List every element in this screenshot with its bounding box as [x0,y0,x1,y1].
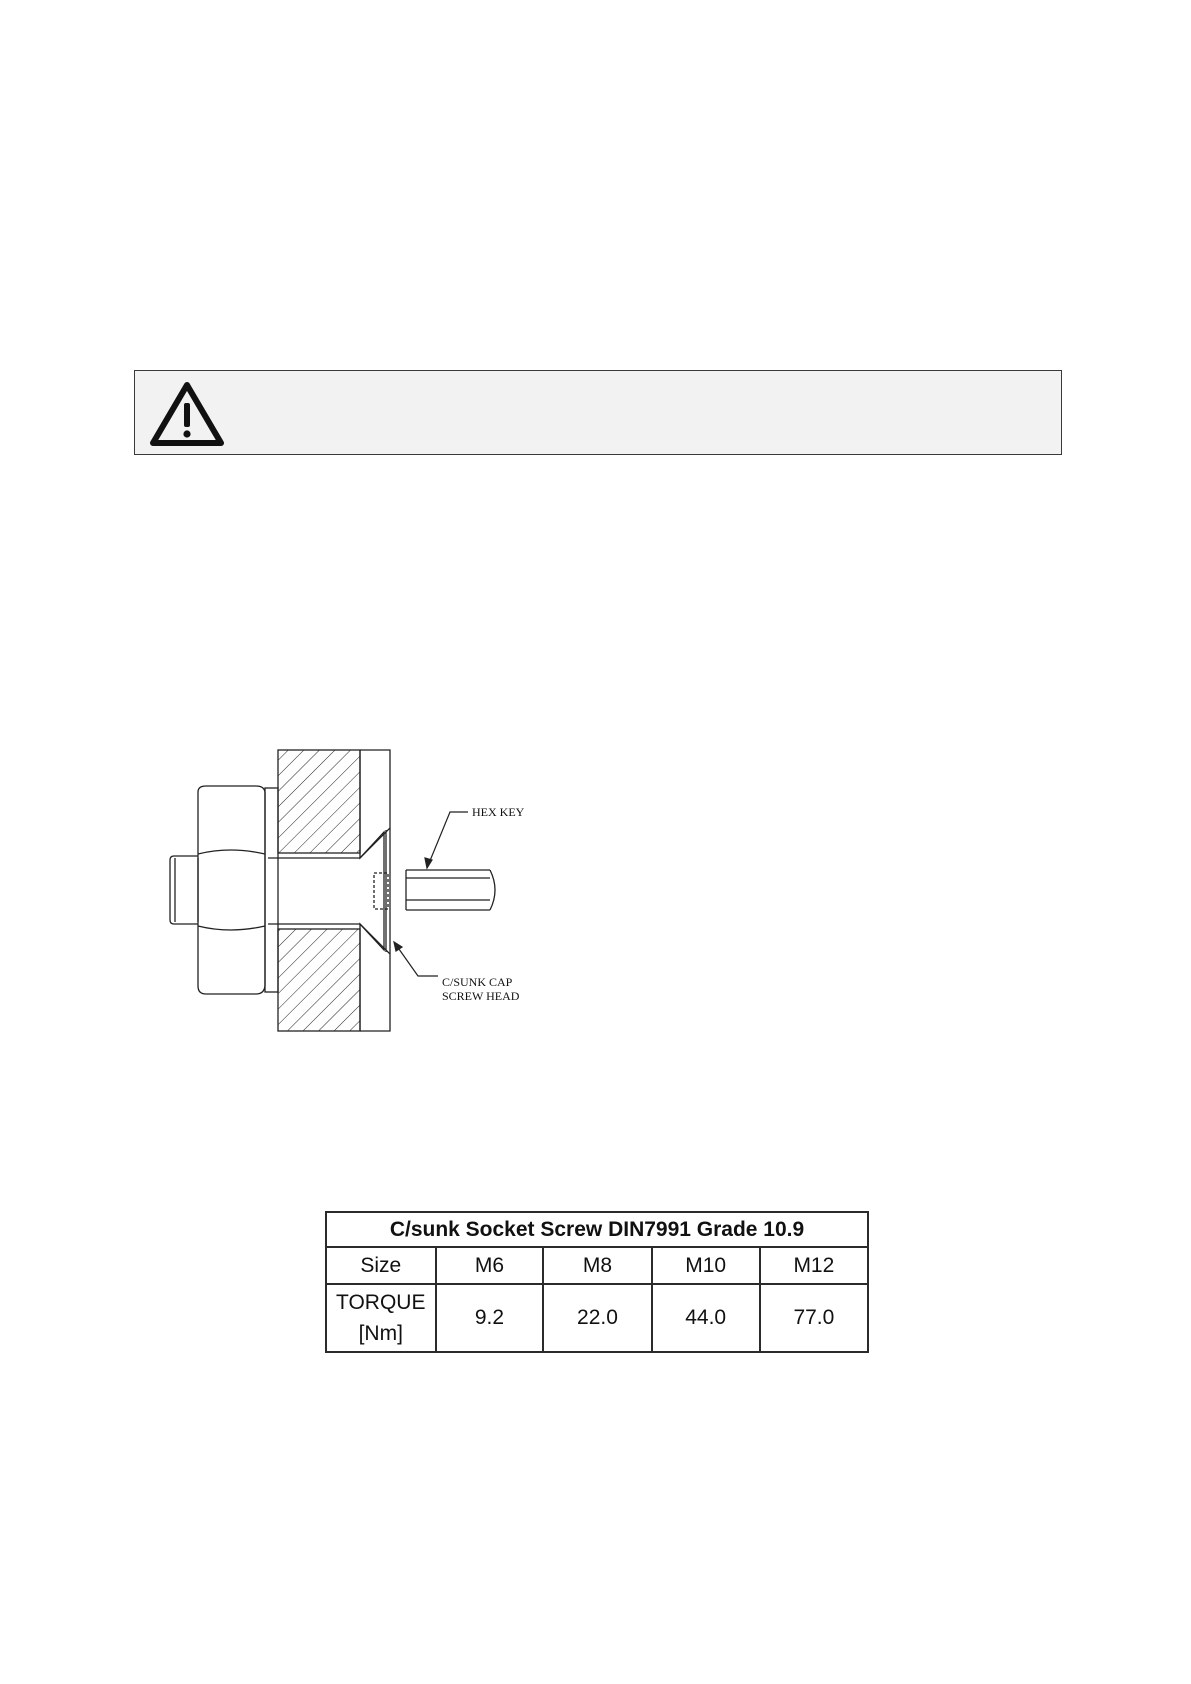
size-cell: M8 [543,1247,651,1284]
hex-nut [198,786,265,994]
torque-label [326,1284,436,1352]
torque-cell: 44.0 [652,1284,760,1352]
size-cell: M10 [652,1247,760,1284]
table-title: C/sunk Socket Screw DIN7991 Grade 10.9 [326,1212,868,1247]
warning-triangle-icon [149,379,225,454]
torque-label-line1: TORQUE [336,1291,426,1314]
torque-row [326,1284,868,1352]
threaded-end [170,856,198,924]
size-row [326,1247,868,1284]
screw-assembly-diagram [150,748,550,1048]
screw-head-label-line2: SCREW HEAD [442,989,520,1003]
screw-head-label-line1: C/SUNK CAP [442,975,513,989]
hex-key-leader [425,812,468,868]
torque-table [325,1211,869,1353]
hex-key-label: HEX KEY [472,805,525,819]
torque-label-line2: [Nm] [358,1322,403,1345]
washer [265,788,278,992]
size-cell: M6 [436,1247,544,1284]
torque-cell: 22.0 [543,1284,651,1352]
screw-head-leader [394,942,438,976]
hex-key [406,870,495,910]
torque-cell: 77.0 [760,1284,868,1352]
hatched-plate [278,750,360,1031]
torque-cell: 9.2 [436,1284,544,1352]
size-cell: M12 [760,1247,868,1284]
size-label: Size [326,1247,436,1284]
warning-box [134,370,1062,455]
